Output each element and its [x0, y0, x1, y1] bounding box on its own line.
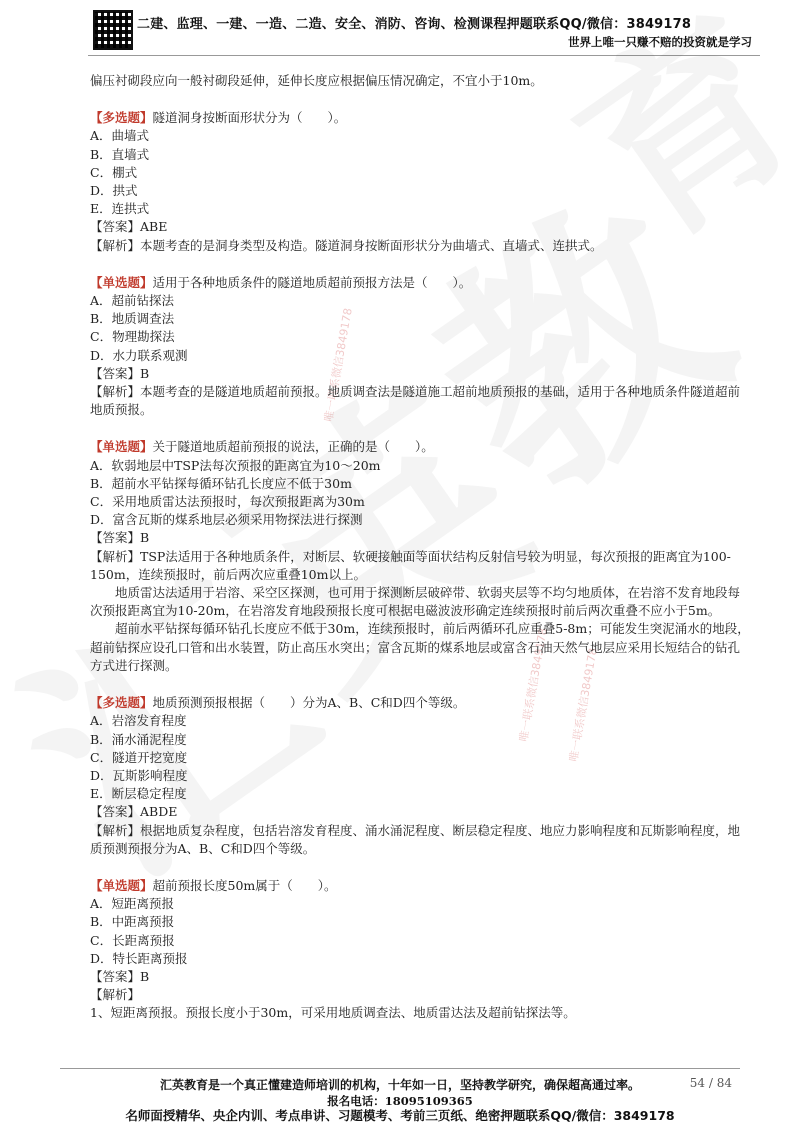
option: E．连拱式 — [90, 201, 150, 217]
watermark-side-text: 唯一联系微信3849178 — [566, 647, 600, 763]
question-stem — [90, 109, 750, 127]
option: D．富含瓦斯的煤系地层必须采用物探法进行探测 — [90, 512, 363, 528]
option: E．断层稳定程度 — [90, 786, 187, 802]
analysis: 【解析】根据地质复杂程度，包括岩溶发育程度、涌水涌泥程度、断层稳定程度、地应力影响程度和瓦斯影响程度，地质预测预报分为A、B、C和D四个等级。 — [90, 822, 741, 856]
option: B．中距离预报 — [90, 914, 175, 930]
analysis-paragraph: 1、短距离预报。预报长度小于30m，可采用地质调查法、地质雷达法及超前钻探法等。 — [90, 1005, 576, 1021]
option: A．超前钻探法 — [90, 293, 175, 309]
option: C．长距离预报 — [90, 932, 175, 948]
question-type-tag: 【单选题】 — [90, 439, 153, 455]
question-stem — [90, 694, 750, 712]
footer-divider — [60, 1068, 740, 1069]
stem-text: 关于隧道地质超前预报的说法，正确的是（ ）。 — [152, 439, 434, 455]
question-stem — [90, 877, 750, 895]
option: A．岩溶发育程度 — [90, 713, 187, 729]
option: A．曲墙式 — [90, 128, 150, 144]
question-type-tag: 【单选题】 — [90, 877, 153, 893]
stem-text: 地质预测预报根据（ ）分为A、B、C和D四个等级。 — [152, 695, 466, 711]
question-5 — [90, 877, 750, 1023]
answer: 【答案】B — [90, 365, 150, 381]
option: D．拱式 — [90, 183, 138, 199]
footer-slogan: 汇英教育是一个真正懂建造师培训的机构，十年如一日，坚持教学研究，确保超高通过率。 — [159, 1078, 640, 1092]
analysis: 【解析】本题考查的是隧道地质超前预报。地质调查法是隧道施工超前地质预报的基础，适用于各种地质条件隧道超前地质预报。 — [90, 384, 741, 418]
option: C．采用地质雷达法预报时，每次预报距离为30m — [90, 494, 365, 510]
option: D．瓦斯影响程度 — [90, 767, 188, 783]
header-divider — [88, 55, 760, 56]
header-line-2: 世界上唯一只赚不赔的投资就是学习 — [568, 35, 752, 49]
option: C．物理勘探法 — [90, 329, 175, 345]
option: D．特长距离预报 — [90, 950, 188, 966]
stem-text: 隧道洞身按断面形状分为（ ）。 — [152, 110, 347, 126]
question-type-tag: 【多选题】 — [90, 110, 153, 126]
option: D．水力联系观测 — [90, 347, 188, 363]
option: B．超前水平钻探每循环钻孔长度应不低于30m — [90, 475, 352, 491]
page-number: 54 / 84 — [689, 1076, 732, 1090]
question-1 — [90, 109, 750, 255]
analysis: 【解析】本题考查的是洞身类型及构造。隧道洞身按断面形状分为曲墙式、直墙式、连拱式。 — [90, 237, 603, 253]
option: A．短距离预报 — [90, 896, 175, 912]
analysis-paragraph: 超前水平钻探每循环钻孔长度应不低于30m，连续预报时，前后两循环孔应重叠5-8m；可能发生突泥涌水的地段，超前钻探应设孔口管和出水装置，防止高压水突出；富含瓦斯的煤系地层或富含石油天然气地层应采用长短结合的钻孔方式进行探测。 — [90, 621, 750, 673]
answer: 【答案】ABE — [90, 219, 168, 235]
header-line-1: 二建、监理、一建、一造、二造、安全、消防、咨询、检测课程押题联系QQ/微信：3849178 — [137, 17, 692, 32]
footer-contact: 名师面授精华、央企内训、考点串讲、习题模考、考前三页纸、绝密押题联系QQ/微信：3849178 — [125, 1108, 675, 1123]
analysis-paragraph: 地质雷达法适用于岩溶、采空区探测，也可用于探测断层破碎带、软弱夹层等不均匀地质体，在岩溶不发育地段每次预报距离宜为10-20m，在岩溶发育地段预报长度可根据电磁波波形确定连续预报时前后两次重叠不应小于5m。 — [90, 585, 741, 619]
watermark-side-text: 唯一联系微信3849178 — [516, 627, 550, 743]
option: C．隧道开挖宽度 — [90, 749, 188, 765]
watermark-side-text: 唯一联系微信3849178 — [321, 307, 355, 423]
option: B．地质调查法 — [90, 311, 175, 327]
answer: 【答案】ABDE — [90, 804, 178, 820]
analysis: 【解析】TSP法适用于各种地质条件，对断层、软硬接触面等面状结构反射信号较为明显，每次预报的距离宜为100-150m，连续预报时，前后两次应重叠10m以上。 — [90, 548, 731, 582]
intro-text: 偏压衬砌段应向一般衬砌段延伸，延伸长度应根据偏压情况确定，不宜小于10m。 — [90, 73, 543, 88]
question-stem — [90, 438, 750, 456]
question-type-tag: 【多选题】 — [90, 695, 153, 711]
answer: 【答案】B — [90, 530, 150, 546]
stem-text: 适用于各种地质条件的隧道地质超前预报方法是（ ）。 — [152, 274, 472, 290]
question-stem — [90, 274, 750, 292]
option: A．软弱地层中TSP法每次预报的距离宜为10～20m — [90, 457, 381, 473]
question-2 — [90, 274, 750, 420]
question-3 — [90, 438, 750, 675]
question-type-tag: 【单选题】 — [90, 274, 153, 290]
question-4 — [90, 694, 750, 858]
option: C．棚式 — [90, 164, 138, 180]
option: B．直墙式 — [90, 146, 150, 162]
qr-code — [93, 10, 133, 50]
footer-phone: 报名电话：18095109365 — [327, 1094, 473, 1108]
document-body — [90, 72, 750, 1023]
answer: 【答案】B — [90, 968, 150, 984]
option: B．涌水涌泥程度 — [90, 731, 187, 747]
analysis: 【解析】 — [90, 987, 141, 1003]
stem-text: 超前预报长度50m属于（ ）。 — [152, 877, 337, 893]
